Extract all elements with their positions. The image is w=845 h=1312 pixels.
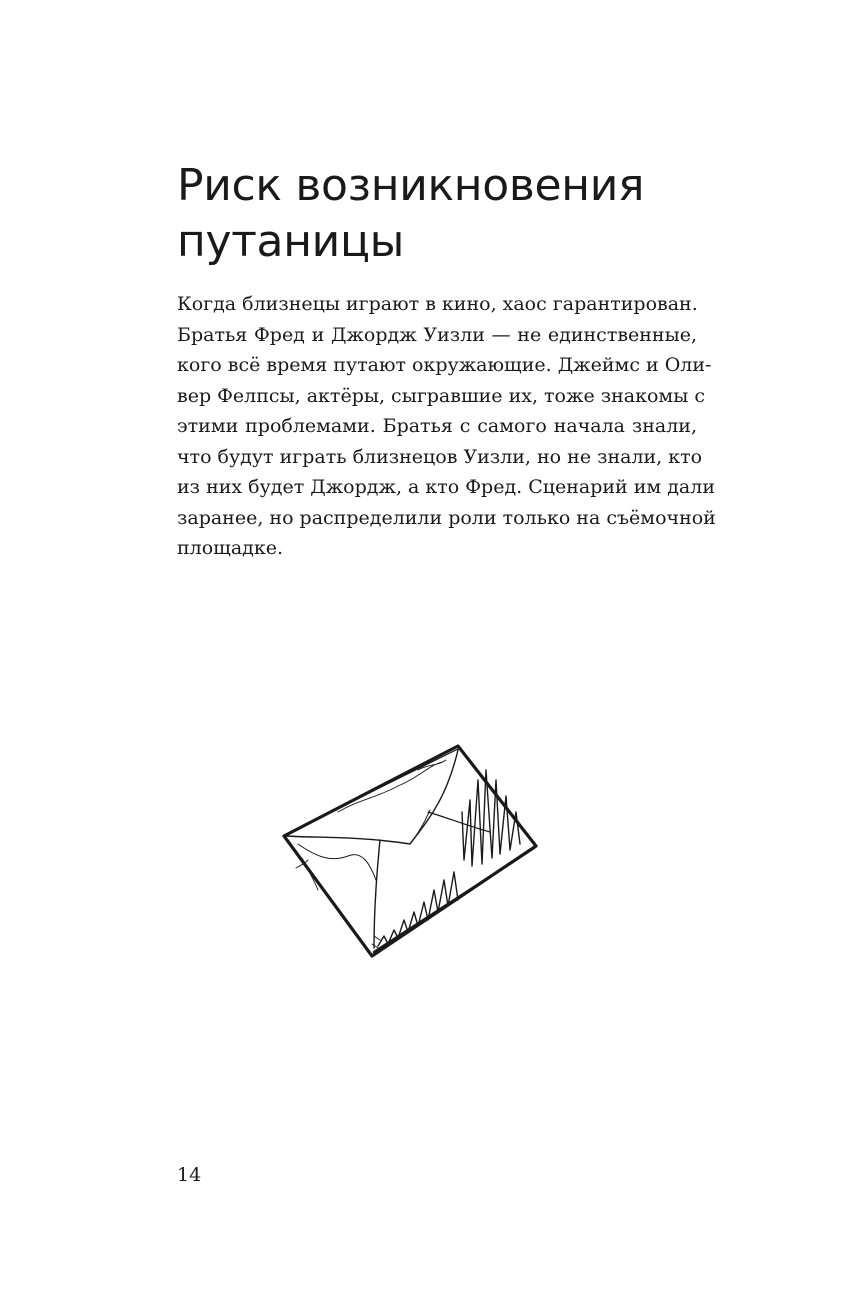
chapter-title xyxy=(177,158,717,270)
paragraph-line: этими проблемами. Братья с самого начала знали, xyxy=(177,415,697,437)
paragraph-line: что будут играть близнецов Уизли, но не знали, кто xyxy=(177,445,703,468)
paragraph-line: Когда близнецы играют в кино, хаос гарантирован. xyxy=(177,293,698,315)
paragraph-line: площадке. xyxy=(177,537,284,559)
envelope-icon xyxy=(278,740,544,962)
paragraph-line: из них будет Джордж, а кто Фред. Сценарий им дали xyxy=(177,476,715,498)
title-line: путаницы xyxy=(177,216,405,267)
paragraph-line: кого всё время путают окружающие. Джеймс и Оли- xyxy=(177,354,712,376)
body-paragraph xyxy=(177,289,716,564)
page-number: 14 xyxy=(177,1164,202,1186)
paragraph-line: вер Фелпсы, актёры, сыгравшие их, тоже знакомы с xyxy=(177,384,705,407)
paragraph-line: Братья Фред и Джордж Уизли — не единственные, xyxy=(177,323,697,346)
paragraph-line: заранее, но распределили роли только на съёмочной xyxy=(177,506,716,529)
title-line: Риск возникновения xyxy=(177,160,645,211)
